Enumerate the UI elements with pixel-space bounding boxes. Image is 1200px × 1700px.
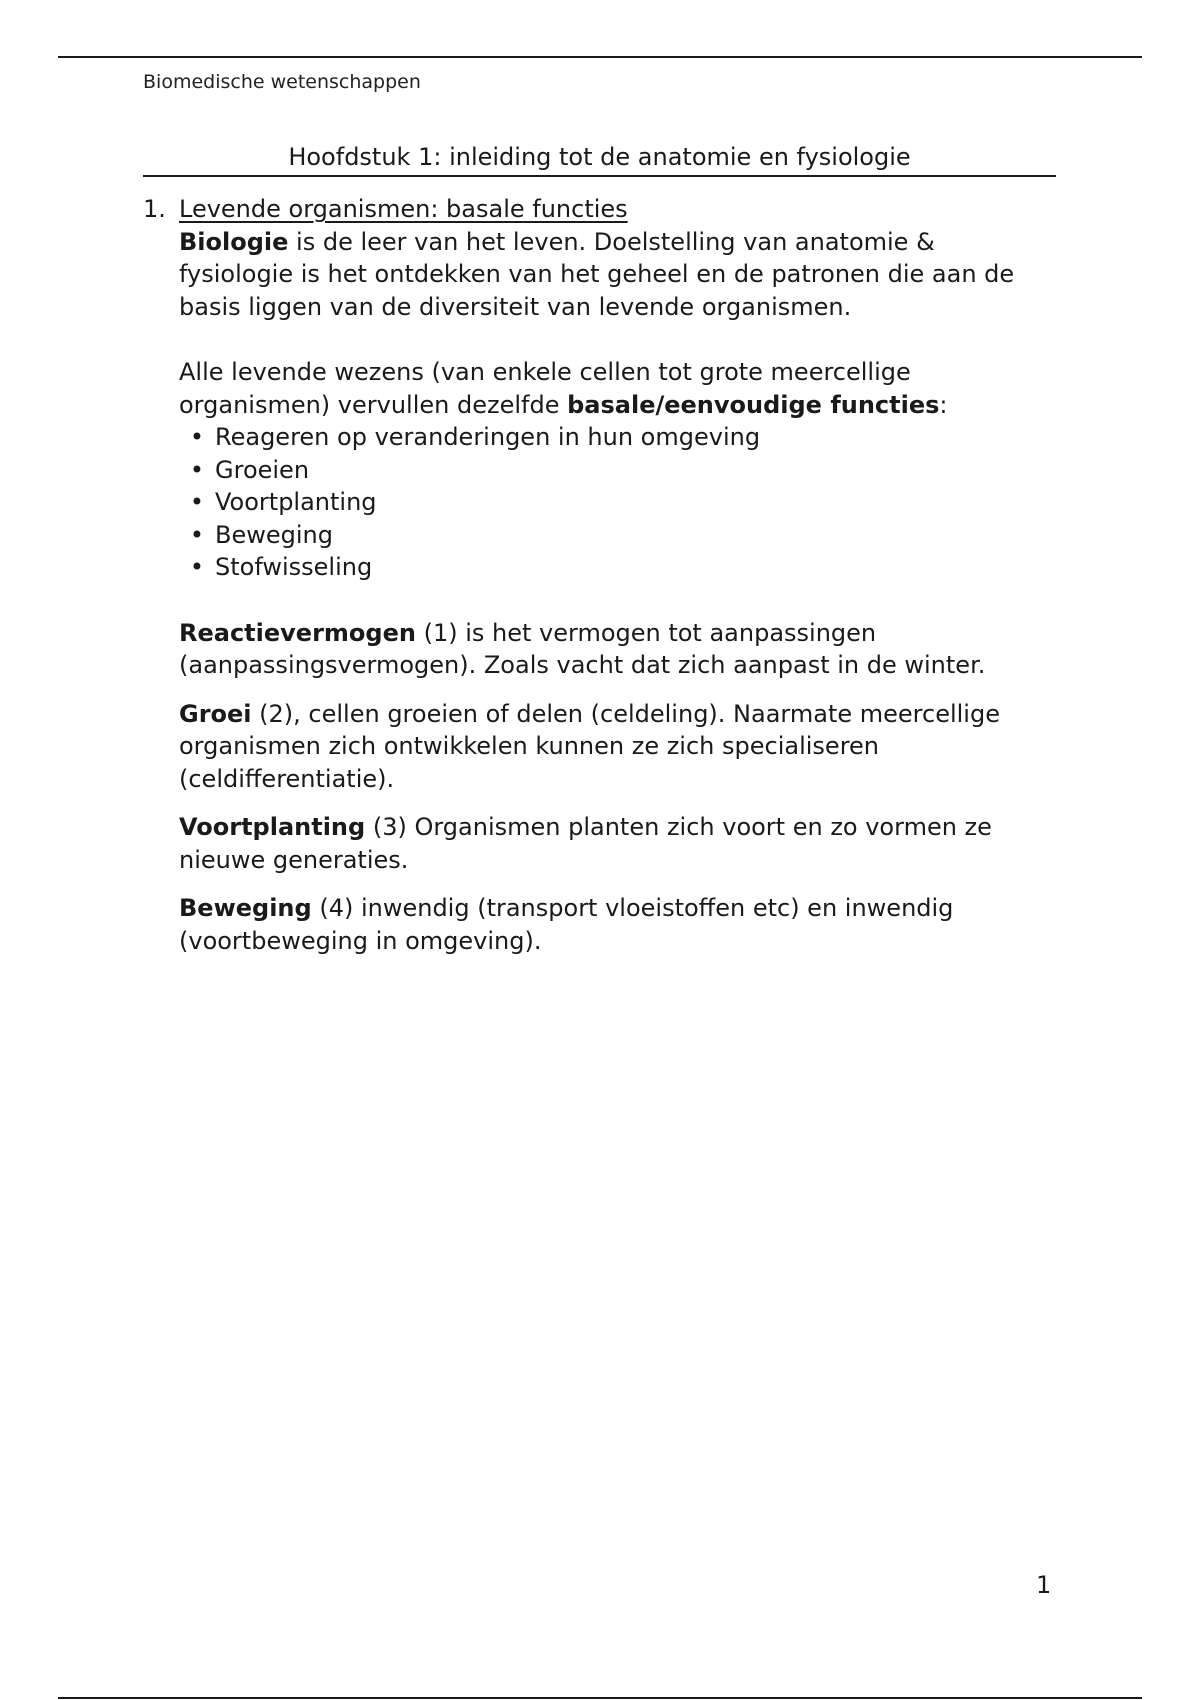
functions-intro-text: Alle levende wezens (van enkele cellen tot grote meercellige organismen) vervullen dezelfde bbox=[179, 358, 911, 419]
section-title: Levende organismen: basale functies bbox=[179, 195, 628, 223]
definition-term: Reactievermogen bbox=[179, 618, 416, 647]
bullet-icon: • bbox=[189, 520, 205, 549]
list-item bbox=[179, 551, 1043, 584]
document-body bbox=[143, 193, 1043, 957]
section-number: 1. bbox=[143, 195, 166, 223]
header-rule bbox=[58, 56, 1142, 58]
running-header: Biomedische wetenschappen bbox=[143, 71, 421, 93]
definition-text: (3) Organismen planten zich voort en zo vormen ze nieuwe generaties. bbox=[179, 813, 992, 874]
definition-term: Groei bbox=[179, 699, 252, 728]
intro-term: Biologie bbox=[179, 227, 289, 256]
intro-text: is de leer van het leven. Doelstelling van anatomie & fysiologie is het ontdekken van het geheel en de patronen die aan de basis liggen van de diversiteit van levende organismen. bbox=[179, 227, 1015, 321]
list-item bbox=[179, 421, 1043, 454]
footer-rule bbox=[58, 1697, 1142, 1699]
functions-list bbox=[143, 421, 1043, 584]
definition-text: (2), cellen groeien of delen (celdeling). Naarmate meercellige organismen zich ontwikkelen kunnen ze zich specialiseren (celdifferentiatie). bbox=[179, 699, 1000, 793]
functions-intro-bold: basale/eenvoudige functies bbox=[567, 390, 940, 419]
definition-paragraph bbox=[143, 698, 1043, 796]
list-item-text: Beweging bbox=[215, 520, 333, 549]
functions-intro-paragraph bbox=[143, 356, 1043, 421]
definition-paragraph bbox=[143, 892, 1043, 957]
definition-paragraph bbox=[143, 811, 1043, 876]
list-item-text: Voortplanting bbox=[215, 488, 377, 516]
definition-text: (1) is het vermogen tot aanpassingen (aanpassingsvermogen). Zoals vacht dat zich aanpast in de winter. bbox=[179, 618, 986, 679]
list-item-text: Groeien bbox=[215, 455, 310, 484]
chapter-title: Hoofdstuk 1: inleiding tot de anatomie en fysiologie bbox=[143, 141, 1056, 177]
bullet-icon: • bbox=[189, 488, 205, 516]
functions-intro-colon: : bbox=[939, 390, 948, 419]
definition-term: Beweging bbox=[179, 894, 312, 922]
list-item-text: Reageren op veranderingen in hun omgeving bbox=[215, 423, 761, 451]
bullet-icon: • bbox=[189, 553, 205, 581]
definition-text: (4) inwendig (transport vloeistoffen etc) en inwendig (voortbeweging in omgeving). bbox=[179, 894, 954, 955]
intro-paragraph bbox=[143, 226, 1043, 324]
section-heading bbox=[143, 193, 1043, 226]
definition-paragraph bbox=[143, 617, 1043, 682]
page-number: 1 bbox=[1036, 1571, 1052, 1599]
list-item bbox=[179, 519, 1043, 552]
definition-term: Voortplanting bbox=[179, 813, 366, 841]
list-item bbox=[179, 454, 1043, 487]
bullet-icon: • bbox=[189, 455, 205, 484]
list-item-text: Stofwisseling bbox=[215, 553, 373, 581]
bullet-icon: • bbox=[189, 423, 205, 451]
list-item bbox=[179, 486, 1043, 519]
